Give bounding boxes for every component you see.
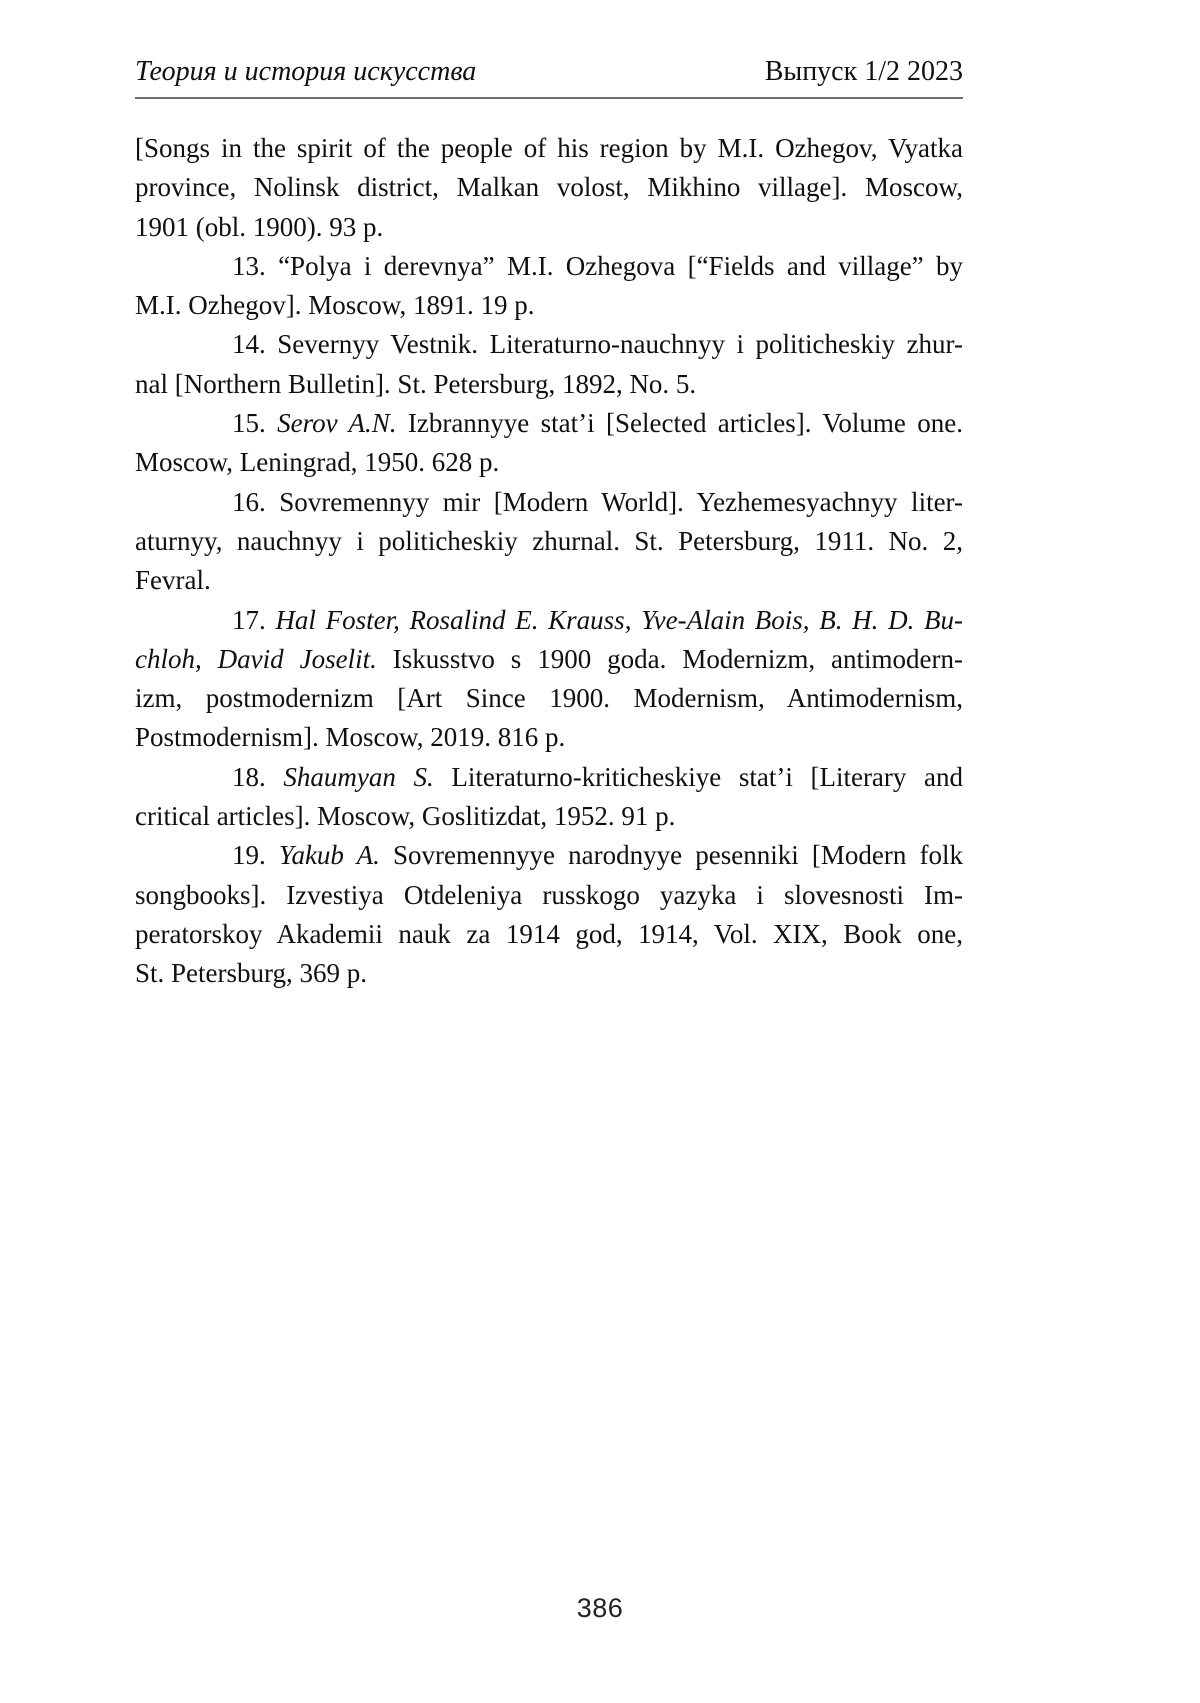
- text-run: songbooks]. Izvestiya Otdeleniya russkogo yazyka i slovesnosti Im-: [135, 879, 963, 910]
- reference-line: [135, 758, 963, 797]
- reference-line: [135, 365, 963, 404]
- text-run: [Songs in the spirit of the people of his region by M.I. Ozhegov, Vyatka: [135, 133, 963, 163]
- reference-line: [135, 483, 963, 522]
- reference-line: [135, 247, 963, 286]
- text-run: peratorskoy Akademii nauk za 1914 god, 1914, Vol. XIX, Book one,: [135, 918, 963, 949]
- text-run: 13. “Polya i derevnya” M.I. Ozhegova [“Fields and village” by: [232, 250, 963, 281]
- reference-line: [135, 601, 963, 640]
- text-run: 1901 (obl. 1900). 93 p.: [135, 211, 384, 242]
- reference-line: [135, 876, 963, 915]
- reference-line: [135, 718, 963, 757]
- text-run: Hal Foster, Rosalind E. Krauss, Yve-Alain Bois, B. H. D. Bu-: [275, 604, 963, 635]
- text-run: chloh, David Joselit.: [135, 643, 377, 674]
- text-run: 15.: [232, 408, 278, 439]
- reference-line: [135, 640, 963, 679]
- text-run: 19.: [232, 840, 279, 871]
- text-run: Shaumyan S.: [283, 761, 434, 792]
- text-run: critical articles]. Moscow, Goslitizdat, 1952. 91 p.: [135, 801, 676, 832]
- text-run: aturnyy, nauchnyy i politicheskiy zhurnal. St. Petersburg, 1911. No. 2,: [135, 525, 963, 556]
- reference-line: [135, 208, 963, 247]
- reference-line: [135, 954, 963, 993]
- reference-line: [135, 443, 963, 482]
- text-run: M.I. Ozhegov]. Moscow, 1891. 19 p.: [135, 290, 535, 321]
- text-run: nal [Northern Bulletin]. St. Petersburg, 1892, No. 5.: [135, 368, 697, 399]
- reference-line: [135, 522, 963, 561]
- text-run: Fevral.: [135, 565, 211, 596]
- text-run: Sovremennyye narodnyye pesenniki [Modern folk: [379, 840, 963, 871]
- reference-item: [135, 483, 963, 601]
- text-run: Postmodernism]. Moscow, 2019. 816 p.: [135, 722, 566, 753]
- reference-line: [135, 404, 963, 443]
- text-run: Moscow, Leningrad, 1950. 628 p.: [135, 447, 500, 478]
- text-run: Yakub A.: [278, 840, 380, 871]
- text-run: Iskusstvo s 1900 goda. Modernizm, antimodern-: [376, 643, 963, 674]
- reference-line: [135, 679, 963, 718]
- reference-line: [135, 561, 963, 600]
- page-header: [135, 56, 963, 99]
- reference-line: [135, 168, 963, 207]
- text-run: St. Petersburg, 369 p.: [135, 958, 368, 989]
- reference-line: [135, 129, 963, 168]
- reference-line: [135, 836, 963, 875]
- text-run: province, Nolinsk district, Malkan volost, Mikhino village]. Moscow,: [135, 172, 963, 203]
- reference-item: [135, 601, 963, 758]
- text-run: 18.: [232, 761, 284, 792]
- reference-item: [135, 836, 963, 993]
- text-run: izm, postmodernizm [Art Since 1900. Modernism, Antimodernism,: [135, 683, 963, 714]
- text-run: 14. Severnyy Vestnik. Literaturno-nauchnyy i politicheskiy zhur-: [232, 329, 963, 360]
- reference-item: [135, 404, 963, 483]
- reference-item: [135, 758, 963, 837]
- text-run: Izbrannyye stat’i [Selected articles]. Volume one.: [396, 408, 963, 439]
- text-run: Serov A.N.: [277, 408, 397, 439]
- reference-line: [135, 286, 963, 325]
- reference-item: [135, 325, 963, 404]
- reference-item: [135, 129, 963, 247]
- text-run: Literaturno-kriticheskiye stat’i [Literary and: [433, 761, 963, 792]
- header-issue: Выпуск 1/2 2023: [764, 56, 963, 87]
- reference-item: [135, 247, 963, 326]
- reference-list: [135, 129, 963, 994]
- reference-line: [135, 797, 963, 836]
- reference-line: [135, 915, 963, 954]
- page-number: 386: [576, 1593, 624, 1623]
- text-run: 16. Sovremennyy mir [Modern World]. Yezhemesyachnyy liter-: [232, 486, 963, 517]
- reference-line: [135, 325, 963, 364]
- header-journal-section: Теория и история искусства: [135, 56, 477, 87]
- text-run: 17.: [232, 604, 276, 635]
